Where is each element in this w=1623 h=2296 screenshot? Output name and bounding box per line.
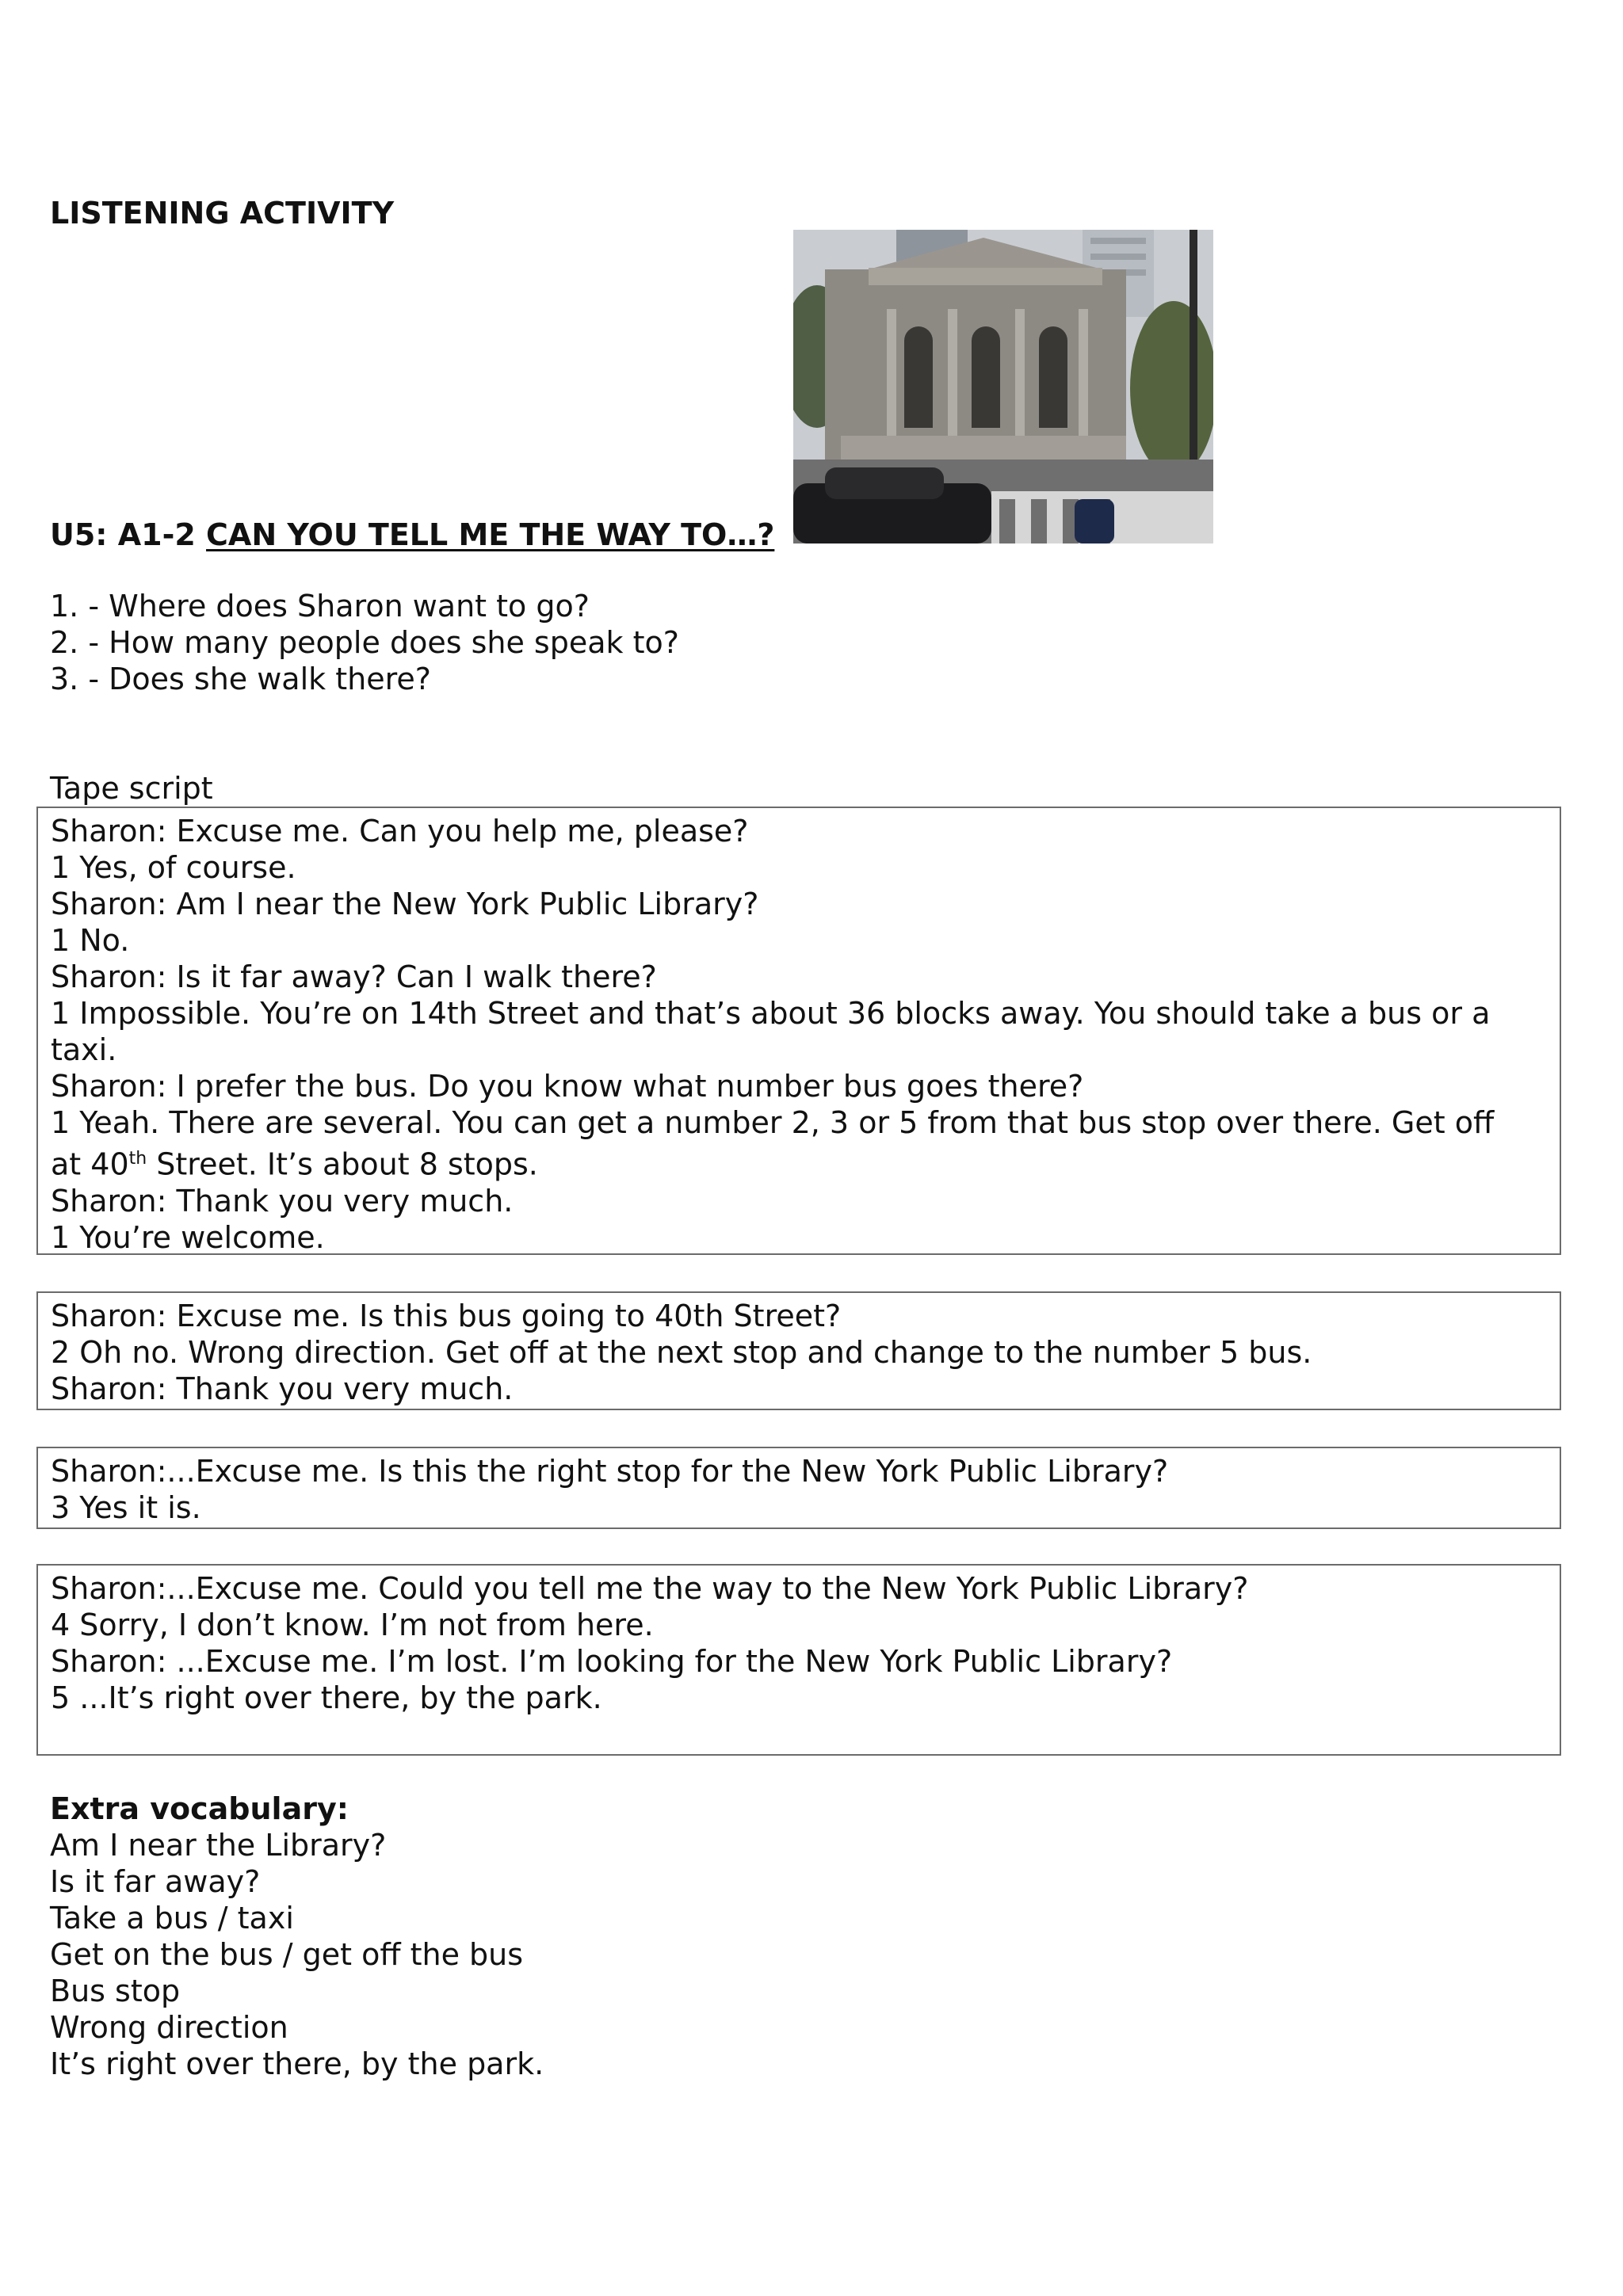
- dialogue-line: Sharon:...Excuse me. Could you tell me the way to the New York Public Library?: [51, 1571, 1249, 1606]
- dialogue-line: Sharon: Thank you very much.: [51, 1183, 514, 1219]
- dialogue-box-1: [36, 807, 1561, 1255]
- vocab-item: Take a bus / taxi: [50, 1901, 294, 1936]
- dialogue-line: Sharon: Excuse me. Is this bus going to 40th Street?: [51, 1299, 842, 1333]
- unit-title-row: [50, 517, 774, 553]
- dialogue-line: 1 Yes, of course.: [51, 850, 296, 885]
- page-heading: LISTENING ACTIVITY: [50, 196, 395, 231]
- extra-vocabulary-title: Extra vocabulary:: [50, 1791, 349, 1826]
- unit-title: CAN YOU TELL ME THE WAY TO…?: [206, 517, 775, 552]
- dialogue-line: Sharon: I prefer the bus. Do you know what number bus goes there?: [51, 1069, 1084, 1104]
- library-photo: [793, 230, 1213, 543]
- vocab-item: Bus stop: [50, 1974, 181, 2008]
- vocab-item: It’s right over there, by the park.: [50, 2046, 544, 2081]
- dialogue-line: Sharon: ...Excuse me. I’m lost. I’m looking for the New York Public Library?: [51, 1644, 1173, 1679]
- line-part: at 40: [51, 1146, 129, 1182]
- dialogue-line: Sharon: Thank you very much.: [51, 1371, 514, 1406]
- vocab-item: Is it far away?: [50, 1864, 261, 1899]
- library-building-image: [793, 230, 1213, 543]
- dialogue-line: Sharon: Is it far away? Can I walk there?: [51, 959, 657, 994]
- question-2: 2. - How many people does she speak to?: [50, 625, 679, 660]
- question-3: 3. - Does she walk there?: [50, 662, 431, 696]
- dialogue-line: 3 Yes it is.: [51, 1490, 201, 1525]
- dialogue-line: 2 Oh no. Wrong direction. Get off at the next stop and change to the number 5 bus.: [51, 1335, 1312, 1370]
- dialogue-box-4: [36, 1564, 1561, 1756]
- dialogue-line: Sharon: Am I near the New York Public Library?: [51, 887, 759, 921]
- vocab-item: Get on the bus / get off the bus: [50, 1937, 524, 1972]
- superscript: th: [128, 1149, 147, 1169]
- vocab-item: Wrong direction: [50, 2010, 288, 2045]
- unit-code: U5: A1-2: [50, 517, 196, 552]
- dialogue-box-3: [36, 1447, 1561, 1529]
- dialogue-line: Sharon: Excuse me. Can you help me, please?: [51, 814, 749, 849]
- dialogue-line: 1 You’re welcome.: [51, 1219, 325, 1255]
- dialogue-line: 4 Sorry, I don’t know. I’m not from here.: [51, 1608, 654, 1642]
- question-1: 1. - Where does Sharon want to go?: [50, 589, 590, 624]
- dialogue-line: 1 No.: [51, 923, 130, 958]
- dialogue-line: Sharon:...Excuse me. Is this the right stop for the New York Public Library?: [51, 1454, 1169, 1489]
- dialogue-line: 1 Impossible. You’re on 14th Street and that’s about 36 blocks away. You should take a bus or a taxi.: [51, 996, 1491, 1067]
- dialogue-line: 5 ...It’s right over there, by the park.: [51, 1680, 602, 1715]
- tape-script-label: Tape script: [50, 771, 213, 806]
- vocab-item: Am I near the Library?: [50, 1828, 387, 1863]
- dialogue-line: 1 Yeah. There are several. You can get a number 2, 3 or 5 from that bus stop over there. Get off: [51, 1105, 1495, 1140]
- line-part: Street. It’s about 8 stops.: [147, 1146, 538, 1182]
- dialogue-box-2: [36, 1291, 1561, 1410]
- dialogue-line-40th: [51, 1141, 1547, 1183]
